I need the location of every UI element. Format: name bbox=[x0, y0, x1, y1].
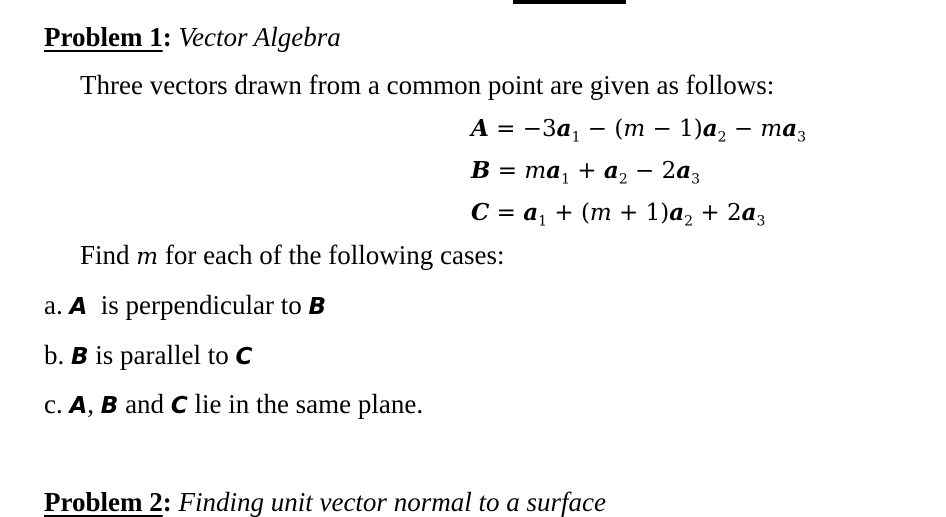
case-b-prefix: b. bbox=[44, 340, 71, 370]
eq-a-part: = −3 bbox=[488, 116, 557, 142]
top-border-bar bbox=[513, 0, 626, 4]
case-b-text: is parallel to bbox=[88, 340, 236, 370]
eq-c-name: C bbox=[471, 199, 490, 226]
problem-1-intro: Three vectors drawn from a common point are given as follows: bbox=[80, 70, 775, 100]
eq-a-unit-2: $a_2$ bbox=[702, 115, 727, 146]
equation-a bbox=[471, 114, 806, 153]
case-c-comma: , bbox=[87, 389, 101, 419]
equation-c bbox=[471, 198, 765, 237]
eq-c-unit-2: $a_2$ bbox=[669, 199, 694, 230]
eq-b-part: = bbox=[490, 158, 525, 184]
case-b-vector-2: C bbox=[235, 344, 253, 370]
eq-c-part: + ( bbox=[547, 200, 590, 226]
case-a-prefix: a. bbox=[44, 290, 70, 320]
eq-a-m: m bbox=[623, 116, 646, 142]
problem-1-heading bbox=[44, 22, 341, 52]
problem-2-topic: Finding unit vector normal to a surface bbox=[178, 487, 606, 517]
case-b-vector-1: B bbox=[71, 344, 89, 370]
case-c-mid: and bbox=[118, 389, 171, 419]
case-a bbox=[44, 290, 326, 322]
case-c-text: lie in the same plane. bbox=[187, 389, 424, 419]
case-c-prefix: c. bbox=[44, 389, 70, 419]
eq-c-unit-3: $a_3$ bbox=[741, 199, 766, 230]
case-c-vector-1: A bbox=[69, 393, 88, 419]
case-a-text: is perpendicular to bbox=[87, 290, 309, 320]
find-post: for each of the following cases: bbox=[158, 240, 505, 270]
eq-c-m: m bbox=[589, 200, 612, 226]
eq-a-part: − 1) bbox=[645, 116, 703, 142]
eq-c-unit-1: $a_1$ bbox=[523, 199, 548, 230]
eq-a-unit-3: $a_3$ bbox=[782, 115, 807, 146]
find-pre: Find bbox=[80, 240, 137, 270]
problem-1-label: Problem 1 bbox=[44, 22, 163, 52]
problem-1-colon: : bbox=[162, 22, 172, 52]
eq-c-part: + 2 bbox=[693, 200, 742, 226]
eq-b-unit-3: $a_3$ bbox=[676, 157, 701, 188]
eq-c-part: + 1) bbox=[611, 200, 670, 226]
case-b bbox=[44, 340, 252, 372]
eq-b-part: − 2 bbox=[627, 158, 677, 184]
case-a-vector-2: B bbox=[308, 294, 327, 320]
problem-2-label: Problem 2 bbox=[44, 487, 163, 517]
eq-b-unit-2: $a_2$ bbox=[603, 157, 628, 188]
eq-b-unit-1: $a_1$ bbox=[546, 157, 570, 188]
problem-2-colon: : bbox=[162, 487, 172, 517]
equation-b bbox=[471, 156, 700, 195]
eq-b-name: B bbox=[471, 157, 491, 184]
problem-1-topic: Vector Algebra bbox=[178, 22, 341, 52]
problem-2-heading bbox=[44, 487, 606, 517]
eq-c-part: = bbox=[489, 200, 524, 226]
find-var-m: m bbox=[136, 244, 159, 270]
eq-a-m: m bbox=[760, 116, 783, 142]
eq-a-unit-1: $a_1$ bbox=[556, 115, 581, 146]
eq-a-part: − ( bbox=[580, 116, 624, 142]
case-c-vector-2: B bbox=[100, 393, 119, 419]
eq-a-part: − bbox=[726, 116, 761, 142]
case-c-vector-3: C bbox=[170, 393, 188, 419]
case-a-vector-1: A bbox=[69, 294, 88, 320]
find-instruction bbox=[80, 240, 504, 272]
eq-b-part: + bbox=[570, 158, 604, 184]
eq-a-name: A bbox=[471, 115, 489, 142]
eq-b-m: m bbox=[524, 158, 547, 184]
case-c bbox=[44, 389, 423, 421]
